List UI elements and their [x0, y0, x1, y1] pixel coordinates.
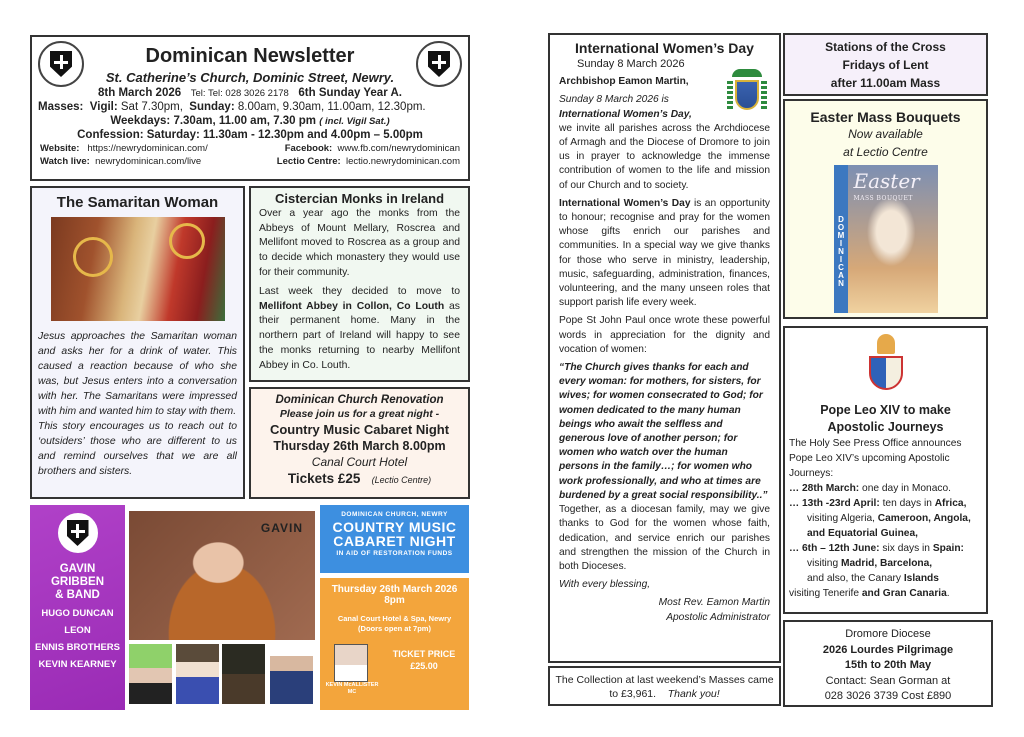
vigil-label: Vigil:	[89, 101, 118, 113]
text-bold: Mellifont Abbey in Collon, Co Louth	[259, 300, 445, 312]
closing: With every blessing,	[559, 579, 651, 591]
act-photo	[129, 644, 172, 704]
journey-item	[789, 571, 982, 586]
collection-notice	[548, 666, 781, 706]
notice-title: 2026 Lourdes Pilgrimage	[822, 643, 954, 656]
article-title: Pope Leo XIV to make	[820, 403, 951, 417]
signature-title: Apostolic Administrator	[666, 611, 770, 623]
text: is an opportunity to honour; recognise and pray for the women whose gifts enrich our parishes and communities. In a special way we give thanks for those who serve in ministry, leadership, music, safeguarding, administration, finances, volunteering, and the many unseen roles that support parish life every week.	[559, 197, 770, 309]
lourdes-pilgrimage-notice	[783, 620, 993, 707]
samaritan-woman-article	[30, 186, 245, 499]
samaritan-icon-painting	[51, 217, 225, 321]
notice-dates: 15th to 20th May	[844, 659, 932, 671]
journey-region: and Gran Canaria	[861, 588, 947, 599]
poster-date: Thursday 26th March 2026	[331, 584, 458, 595]
card-spine-text: DOMINICAN	[834, 165, 848, 313]
article-paragraph	[259, 285, 460, 374]
headliner: GRIBBEN	[50, 576, 105, 588]
text: .	[946, 588, 950, 599]
notice-line: Stations of the Cross	[825, 40, 946, 54]
event-venue: Canal Court Hotel	[311, 455, 408, 469]
journey-item	[789, 481, 982, 496]
article-date: Sunday 8 March 2026	[577, 58, 685, 70]
facebook-label: Facebook:	[284, 143, 333, 154]
collection-text: The Collection at last weekend’s Masses came to £3,961.	[555, 674, 774, 700]
notice-invite: Please join us for a great night -	[279, 408, 440, 420]
article-title: Cistercian Monks in Ireland	[274, 191, 445, 206]
gavin-gribben-photo	[129, 511, 315, 640]
journey-detail: one day in Monaco.	[859, 483, 951, 494]
text-bold: International Women’s Day	[559, 197, 691, 209]
notice-line: Now available	[848, 127, 923, 141]
poster-subtitle: IN AID OF RESTORATION FUNDS	[336, 550, 453, 557]
liturgical-sunday: 6th Sunday Year A.	[298, 87, 402, 99]
article-intro: The Holy See Press Office announces Pope Leo XIV’s upcoming Apostolic Journeys:	[789, 438, 962, 479]
ticket-price: £25.00	[410, 661, 438, 671]
journey-item	[789, 556, 982, 571]
poster-details-panel	[320, 578, 469, 710]
notice-phone-cost: 028 3026 3739 Cost £890	[824, 690, 952, 702]
journey-detail: visiting Tenerife	[789, 588, 862, 599]
article-paragraph: Together, as a diocesan family, may we give thanks to God for the women whose faith, dedication, and service enrich our parishes and strengthen the mission of the Church in both Dioceses.	[559, 504, 770, 572]
journey-cities: Madrid, Barcelona,	[840, 558, 933, 569]
confession-times: Confession: Saturday: 11.30am - 12.30pm and 4.00pm – 5.00pm	[77, 129, 423, 141]
poster-organiser: DOMINICAN CHURCH, NEWRY	[341, 511, 448, 518]
dominican-crest-logo	[416, 41, 462, 87]
poster-title-panel	[320, 505, 469, 573]
pope-quote: “The Church gives thanks for each and every woman: for mothers, for sisters, for wives; for women consecrated to God; for women dedicated to the many human beings who await the selfless and generous love of another person; for women who watch over the human persons in the family…; for women who work professionally, and who at times are burdened by a great social responsibility..”	[559, 362, 768, 501]
website-label: Website:	[40, 143, 80, 154]
journey-date: … 28th March:	[789, 483, 860, 494]
journey-detail: six days in	[879, 543, 933, 554]
collection-thanks: Thank you!	[667, 688, 720, 700]
journey-detail: ten days in	[879, 498, 935, 509]
act-photo	[176, 644, 219, 704]
article-paragraph: Jesus approaches the Samaritan woman and asks her for a drink of water. This caused a reaction because of who she was, but Jesus enters into a conversation with her. The Samaritans were impressed with him and wanted him to stay with them.	[38, 331, 237, 417]
notice-line: at Lectio Centre	[843, 145, 928, 159]
stations-of-cross-notice	[783, 33, 988, 96]
journey-region: Spain:	[932, 543, 964, 554]
article-title: Apostolic Journeys	[827, 420, 944, 434]
notice-title: Easter Mass Bouquets	[810, 109, 961, 125]
newsletter-title: Dominican Newsletter	[145, 45, 355, 67]
act-name: KEVIN KEARNEY	[38, 659, 117, 670]
poster-lineup-panel	[30, 505, 125, 710]
journey-item	[789, 511, 982, 541]
sunday-times: 8.00am, 9.30am, 11.00am, 12.30pm.	[237, 101, 426, 113]
journey-detail: and also, the Canary	[807, 573, 904, 584]
card-subtitle: MASS BOUQUET	[853, 195, 913, 202]
newsletter-header	[30, 35, 470, 181]
ticket-location: (Lectio Centre)	[371, 475, 432, 485]
card-title: Easter	[853, 169, 920, 193]
journey-date: … 6th – 12th June:	[789, 543, 880, 554]
headliner: GAVIN	[59, 563, 96, 575]
article-paragraph	[559, 197, 770, 311]
mc-name: KEVIN McALLISTER MC	[325, 682, 379, 695]
telephone: Tel: Tel: 028 3026 2178	[190, 88, 289, 99]
pope-journeys-article	[783, 326, 988, 614]
weekday-masses: Weekdays: 7.30am, 11.00 am, 7.30 pm	[110, 115, 317, 127]
article-title: The Samaritan Woman	[56, 194, 219, 211]
journey-detail: visiting Algeria,	[807, 513, 878, 524]
dominican-crest-logo	[58, 513, 98, 553]
poster-doors: (Doors open at 7pm)	[358, 624, 431, 633]
notice-contact: Contact: Sean Gorman at	[825, 674, 951, 687]
act-name: HUGO DUNCAN	[41, 608, 114, 619]
event-name: Country Music Cabaret Night	[269, 422, 450, 437]
text-italic: Sunday 8 March 2026 is	[559, 94, 669, 106]
text: as their permanent home. Many in the northern part of Ireland will happy to see the monks returning to nearby Mellifont Abbey in Co. Louth.	[259, 300, 460, 371]
cistercian-monks-article	[249, 186, 470, 382]
masses-label: Masses:	[38, 101, 84, 113]
ticket-label: TICKET PRICE	[392, 649, 456, 659]
act-photo	[270, 644, 313, 704]
poster-title: COUNTRY MUSIC CABARET NIGHT	[332, 519, 457, 549]
act-name: LEON	[64, 625, 91, 636]
signature-name: Most Rev. Eamon Martin	[658, 597, 770, 609]
journey-date: … 13th -23rd April:	[789, 498, 880, 509]
poster-time: 8pm	[384, 595, 405, 606]
journey-item	[789, 586, 982, 601]
act-photo	[222, 644, 265, 704]
notice-line: Dromore Diocese	[845, 628, 931, 640]
journey-region: Islands	[903, 573, 939, 584]
sunday-label: Sunday:	[189, 101, 235, 113]
lectio-label: Lectio Centre:	[276, 156, 341, 167]
journey-countries: Cameroon, Angola, and Equatorial Guinea,	[807, 513, 971, 539]
church-address: St. Catherine’s Church, Dominic Street, Newry.	[105, 70, 395, 85]
photo-logo: GAVIN	[260, 521, 303, 535]
headliner: & BAND	[55, 589, 100, 601]
archbishop-coat-of-arms	[727, 69, 767, 125]
notice-title: Dominican Church Renovation	[275, 394, 444, 406]
vigil-time: Sat 7.30pm,	[120, 101, 183, 113]
dominican-crest-logo	[38, 41, 84, 87]
event-date: Thursday 26th March 8.00pm	[273, 439, 446, 453]
notice-line: Fridays of Lent	[842, 58, 929, 72]
journey-item	[789, 541, 982, 556]
watch-live-label: Watch live:	[40, 156, 90, 167]
mc-photo	[334, 644, 368, 682]
papal-coat-of-arms	[861, 334, 911, 398]
article-paragraph: This story encourages us to reach out to ‘outsiders’ those who are different to us and remind ourselves that we are all brothers and sisters.	[38, 421, 237, 477]
journey-region: Africa,	[934, 498, 967, 509]
womens-day-article	[548, 33, 781, 663]
journey-detail: visiting	[807, 558, 841, 569]
text: Last week they decided to move to	[259, 285, 460, 297]
article-paragraph: Pope St John Paul once wrote these powerful words in appreciation for the dignity and vocation of women:	[559, 315, 770, 355]
church-renovation-notice	[249, 387, 470, 499]
poster-venue: Canal Court Hotel & Spa, Newry	[337, 614, 452, 623]
notice-line: after 11.00am Mass	[830, 76, 941, 90]
article-author: Archbishop Eamon Martin,	[559, 76, 689, 88]
text-bold-italic: International Women’s Day,	[559, 108, 692, 120]
ticket-price: Tickets £25	[287, 471, 361, 486]
article-paragraph: we invite all parishes across the Archdiocese of Armagh and the Diocese of Dromore to join us in prayer to acknowledge the immense contribution of women to the life and mission of our Church and to society.	[559, 122, 770, 191]
watch-live-link[interactable]: newrydominican.com/live	[95, 156, 202, 167]
lectio-link[interactable]: lectio.newrydominican.com	[345, 156, 460, 167]
article-paragraph: Over a year ago the monks from the Abbeys of Mount Mellary, Roscrea and Mellifont moved to Roscrea as a group and to decide which monastery they would use for their community.	[259, 207, 460, 278]
issue-date: 8th March 2026	[98, 87, 182, 99]
weekday-note: ( incl. Vigil Sat.)	[319, 116, 390, 127]
easter-bouquet-card-image	[834, 165, 938, 313]
article-title: International Women’s Day	[575, 40, 754, 56]
website-link[interactable]: https://newrydominican.com/	[87, 143, 208, 154]
journey-item	[789, 496, 982, 511]
facebook-link[interactable]: www.fb.com/newrydominican	[337, 143, 460, 154]
easter-bouquets-notice	[783, 99, 988, 319]
act-name: ENNIS BROTHERS	[35, 642, 120, 653]
